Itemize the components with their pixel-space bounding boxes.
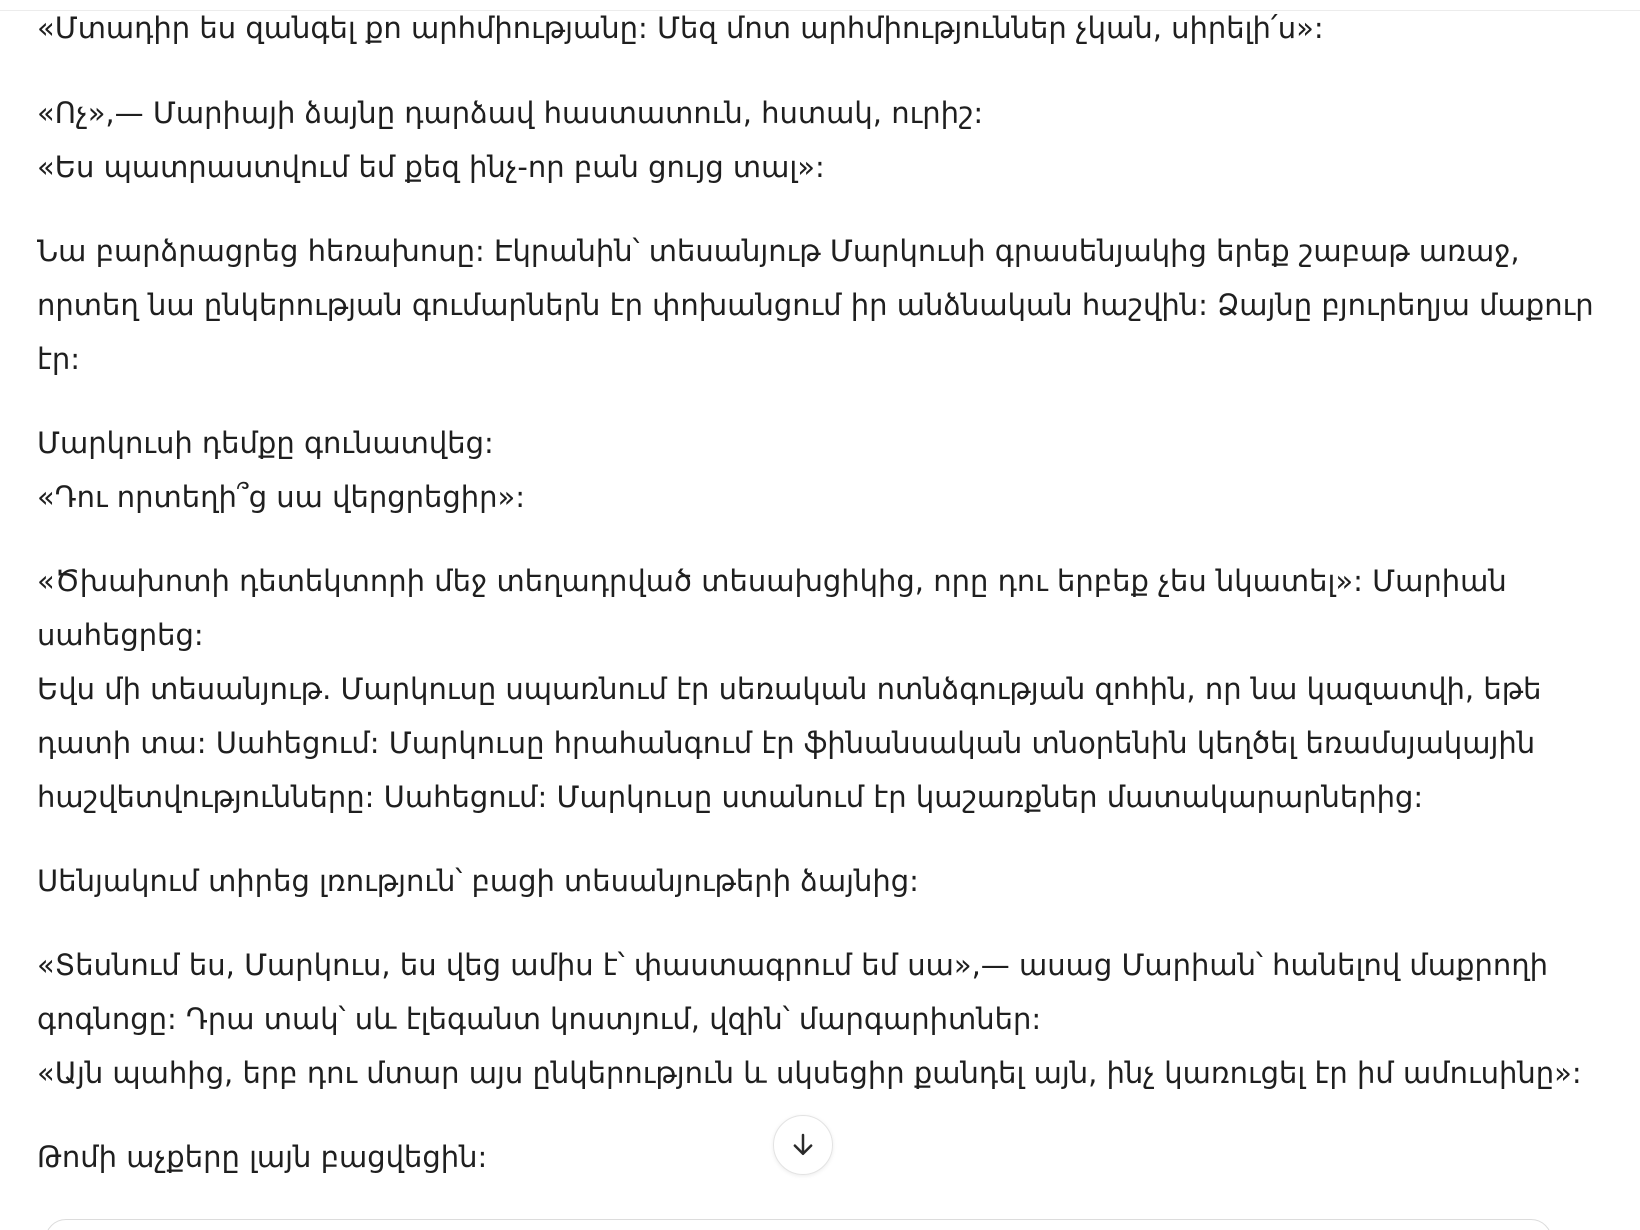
message-line: «Այն պահից, երբ դու մտար այս ընկերություն և սկսեցիր քանդել այն, ինչ կառուցել էր իմ ամուսինը»: [37,1056,1582,1090]
message-line: գոգնոցը: Դրա տակ՝ սև էլեգանտ կոստյում, վզին՝ մարգարիտներ: [37,1002,1042,1036]
message-composer[interactable] [45,1219,1552,1230]
message-line: էր: [37,342,81,376]
message-line: հաշվետվությունները: Սահեցում: Մարկուսը ստանում էր կաշառքներ մատակարարներից: [37,780,1424,814]
message-line: որտեղ նա ընկերության գումարներն էր փոխանցում իր անձնական հաշվին: Ձայնը բյուրեղյա մաքուր [37,288,1594,322]
message-line: սահեցրեց: [37,618,204,652]
message-line: «Ես պատրաստվում եմ քեզ ինչ-որ բան ցույց տալ»: [37,150,825,184]
message-line: «Մտադիր ես զանգել քո արհմիությանը: Մեզ մոտ արհմիություններ չկան, սիրելի՛ս»: [37,11,1324,45]
message-line: Նա բարձրացրեց հեռախոսը: Էկրանին՝ տեսանյութ Մարկուսի գրասենյակից երեք շաբաթ առաջ, [37,234,1520,268]
message-line: Թոմի աչքերը լայն բացվեցին: [37,1140,488,1174]
message-line: «Ոչ»,— Մարիայի ձայնը դարձավ հաստատուն, հստակ, ուրիշ: [37,96,984,130]
message-line: Մարկուսի դեմքը գունատվեց: [37,426,494,460]
message-line: «Ծխախոտի դետեկտորի մեջ տեղադրված տեսախցիկից, որը դու երբեք չես նկատել»: Մարիան [37,564,1507,598]
message-line: դատի տա: Սահեցում: Մարկուսը հրահանգում էր ֆինանսական տնօրենին կեղծել եռամսյակային [37,726,1536,760]
arrow-down-icon [788,1130,818,1160]
message-line: Եվս մի տեսանյութ. Մարկուսը սպառնում էր սեռական ոտնձգության զոհին, որ նա կազատվի, եթե [37,672,1542,706]
message-line: Սենյակում տիրեց լռություն՝ բացի տեսանյութերի ձայնից: [37,864,919,898]
message-line: «Դու որտեղի՞ց սա վերցրեցիր»: [37,480,526,514]
message-line: «Տեսնում ես, Մարկուս, ես վեց ամիս է՝ փաստագրում եմ սա»,— ասաց Մարիան՝ հանելով մաքրողի [37,948,1549,982]
scroll-to-bottom-button[interactable] [773,1115,833,1175]
